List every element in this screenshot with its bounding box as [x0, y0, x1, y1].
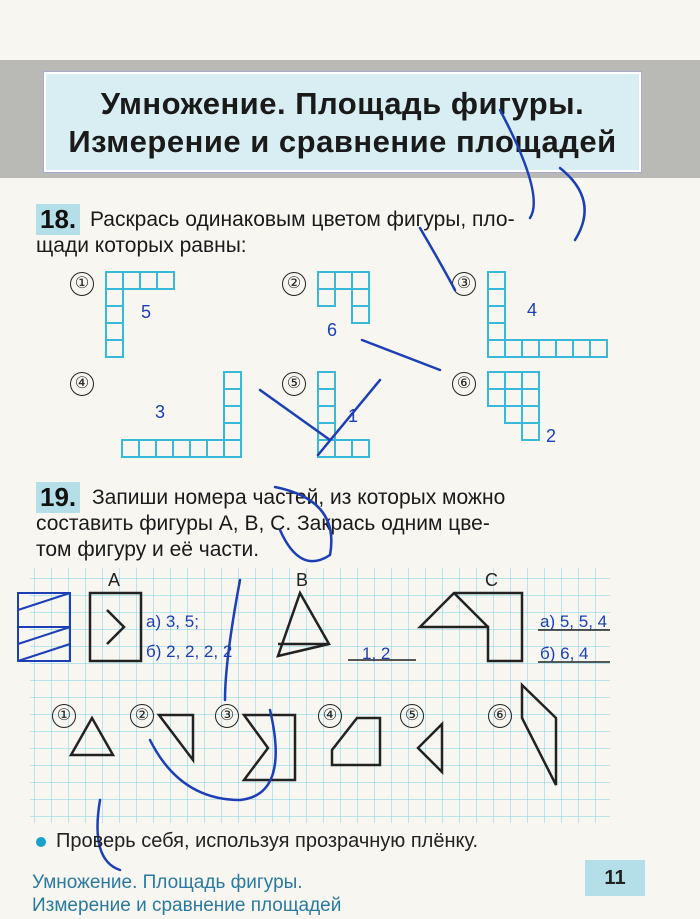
part-label-6: ⑥: [488, 704, 512, 728]
task-18-text-2: щади которых равны:: [36, 234, 247, 257]
fig18-6: [488, 372, 539, 440]
mark-fig6: 2: [546, 426, 557, 446]
part-label-5: ⑤: [400, 704, 424, 728]
answer-C-a: а) 5, 5, 4: [540, 612, 608, 631]
fig18-label-3: ③: [452, 272, 476, 296]
page-number: 11: [585, 860, 645, 896]
mark-fig4: 3: [155, 402, 166, 422]
check-text: Проверь себя, используя прозрачную плёнку.: [56, 830, 479, 852]
fig18-label-4: ④: [70, 372, 94, 396]
answer-A-b: б) 2, 2, 2, 2: [146, 642, 233, 661]
mark-fig5: 1: [348, 406, 359, 426]
task-19-number: 19.: [36, 482, 80, 513]
part-label-2: ②: [130, 704, 154, 728]
mark-fig2: 6: [327, 320, 338, 340]
fig18-label-6: ⑥: [452, 372, 476, 396]
letter-B: В: [296, 570, 309, 590]
fig18-label-2: ②: [282, 272, 306, 296]
letter-C: С: [485, 570, 498, 590]
title-line-2: Измерение и сравнение площадей: [68, 124, 617, 159]
footer-line-1: Умножение. Площадь фигуры.: [32, 872, 303, 893]
fig18-label-1: ①: [70, 272, 94, 296]
fig18-3: [488, 272, 607, 357]
check-line: [36, 830, 478, 853]
fig18-4: [122, 372, 241, 457]
task-18-number: 18.: [36, 204, 80, 235]
mark-fig1: 5: [141, 302, 152, 322]
task-19-text-3: том фигуру и её части.: [36, 538, 260, 561]
bullet-icon: [36, 837, 46, 847]
fig18-2: [318, 272, 369, 323]
task-18-text-1: Раскрась одинаковым цветом фигуры, пло-: [90, 208, 515, 231]
mark-fig3: 4: [527, 300, 538, 320]
answer-B: 1, 2: [362, 644, 391, 663]
title-line-1: Умножение. Площадь фигуры.: [100, 86, 585, 121]
task-19-text-1: Запиши номера частей, из которых можно: [92, 486, 506, 509]
letter-A: А: [108, 570, 121, 590]
part-label-1: ①: [52, 704, 76, 728]
task-19-text-2: составить фигуры А, В, С. Закрась одним цве-: [36, 512, 490, 535]
fig18-label-5: ⑤: [282, 372, 306, 396]
footer-line-2: Измерение и сравнение площадей: [32, 895, 342, 916]
part-label-3: ③: [215, 704, 239, 728]
part-label-4: ④: [318, 704, 342, 728]
answer-A-a: а) 3, 5;: [146, 612, 199, 631]
fig18-1: [106, 272, 174, 357]
answer-C-b: б) 6, 4: [540, 644, 589, 663]
